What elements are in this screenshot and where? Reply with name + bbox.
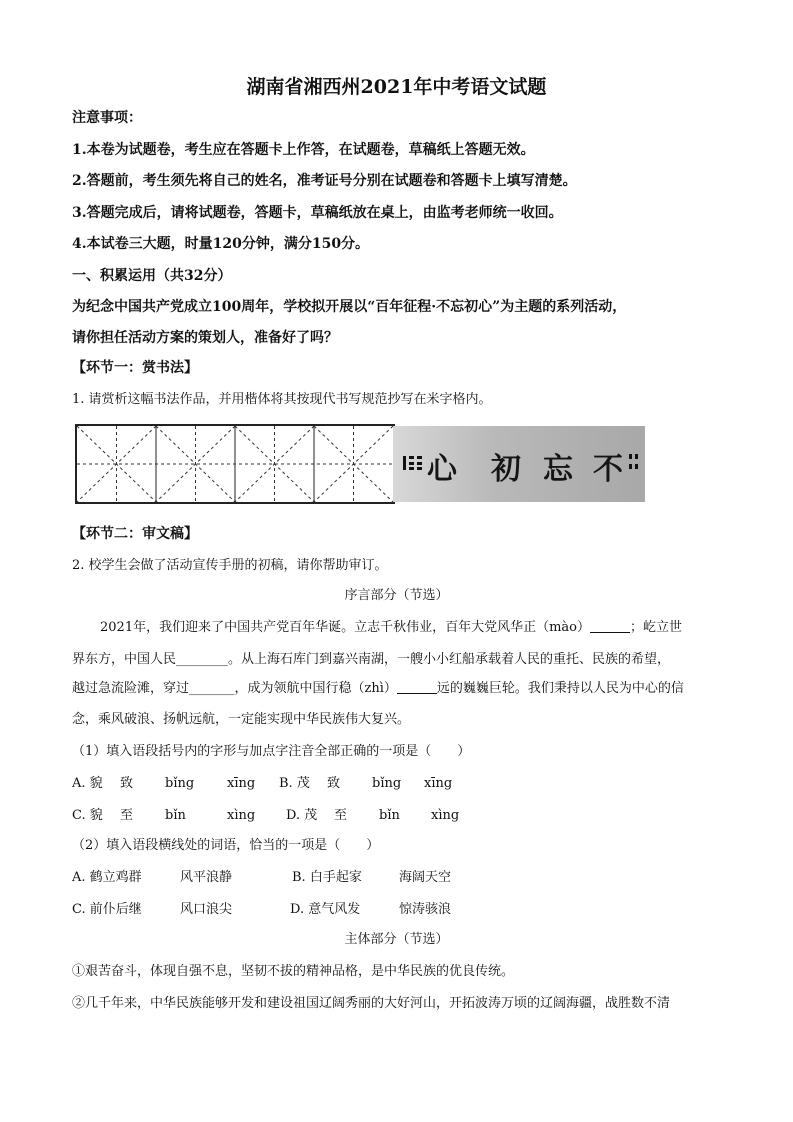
option-a: A. 貌 致 bǐng xīng [72, 776, 256, 791]
intro-line: 为纪念中国共产党成立100周年，学校拟开展以“百年征程·不忘初心”为主题的系列活动， [72, 299, 627, 315]
calligraphy-char: 不 [593, 452, 623, 487]
option-d: D. 意气风发 惊涛骇浪 [290, 902, 452, 917]
answer-blank [590, 618, 630, 633]
calligraphy-char: 忘 [543, 452, 573, 487]
question-2: 2. 校学生会做了活动宣传手册的初稿，请你帮助审订。 [72, 558, 388, 573]
seal-mark-icon [627, 426, 641, 502]
notice-item: 4.本试卷三大题，时量120分钟，满分150分。 [72, 236, 370, 252]
link-heading-2: 【环节二：审文稿】 [72, 526, 198, 542]
paragraph-line: 念，乘风破浪、扬帆远航，一定能实现中华民族伟大复兴。 [72, 712, 411, 727]
notice-heading: 注意事项： [72, 110, 142, 126]
calligraphy-figure [75, 424, 645, 504]
section-heading: 一、积累运用（共32分） [72, 268, 232, 284]
paragraph-line: 越过急流险滩，穿过_______，成为领航中国行稳（zhì） 远的巍巍巨轮。我们秉持以人民为中心的信 [72, 681, 684, 696]
main-line: ②几千年来，中华民族能够开发和建设祖国辽阔秀丽的大好河山，开拓波涛万顷的辽阔海疆，战胜数不清 [72, 996, 671, 1011]
option-b: B. 白手起家 海阔天空 [292, 870, 452, 885]
main-line: ①艰苦奋斗，体现自强不息，坚韧不拔的精神品格，是中华民族的优良传统。 [72, 964, 515, 979]
sub-question-1: （1）填入语段括号内的字形与加点字注音全部正确的一项是（ ） [72, 744, 471, 759]
sub-question-2: （2）填入语段横线处的词语，恰当的一项是（ ） [72, 838, 380, 853]
calligraphy-char: 心 [427, 452, 457, 487]
notice-item: 3.答题完成后，请将试题卷，答题卡，草稿纸放在桌上，由监考老师统一收回。 [72, 205, 563, 221]
question-1: 1. 请赏析这幅书法作品，并用楷体将其按现代书写规范抄写在米字格内。 [72, 392, 492, 407]
answer-blank [397, 679, 437, 694]
option-b: B. 茂 致 bǐng xīng [279, 776, 453, 791]
link-heading-1: 【环节一：赏书法】 [72, 360, 198, 376]
notice-item: 2.答题前，考生须先将自己的姓名，准考证号分别在试题卷和答题卡上填写清楚。 [72, 173, 577, 189]
calligraphy-image [393, 426, 645, 502]
preface-title: 序言部分（节选） [344, 588, 449, 603]
notice-item: 1.本卷为试题卷，考生应在答题卡上作答，在试题卷，草稿纸上答题无效。 [72, 142, 535, 158]
intro-line: 请你担任活动方案的策划人，准备好了吗？ [72, 330, 338, 346]
paragraph-line: 2021年，我们迎来了中国共产党百年华诞。立志千秋伟业，百年大党风华正（mào） ；屹立世 [100, 620, 683, 635]
main-title: 主体部分（节选） [344, 932, 449, 947]
option-c: C. 前仆后继 风口浪尖 [72, 902, 233, 917]
page-title: 湖南省湘西州2021年中考语文试题 [246, 76, 547, 98]
calligraphy-char: 初 [491, 452, 521, 487]
option-c: C. 貌 至 bǐn xìng [72, 808, 256, 823]
option-a: A. 鹤立鸡群 风平浪静 [72, 870, 233, 885]
option-d: D. 茂 至 bǐn xìng [286, 808, 460, 823]
paragraph-line: 界东方，中国人民________。从上海石库门到嘉兴南湖，一艘小小红船承载着人民的重托、民族的希望， [72, 652, 671, 667]
mi-grid [75, 424, 395, 504]
